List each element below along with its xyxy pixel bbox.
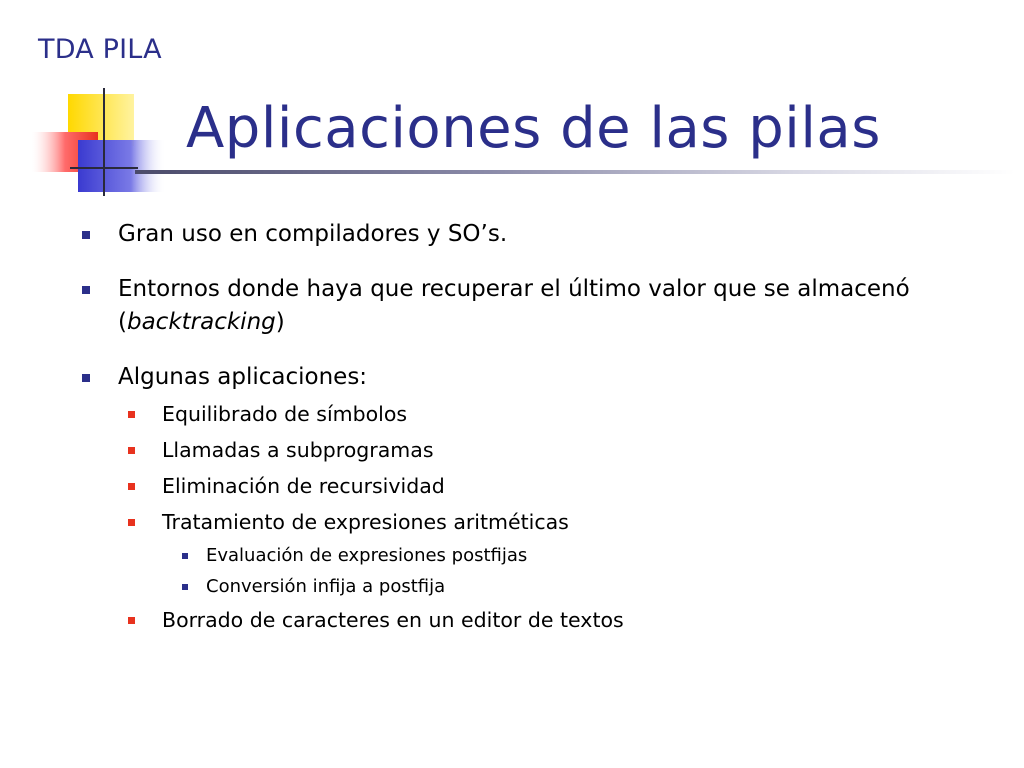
bullet-item-compilers [80, 218, 980, 251]
square-bullet-icon [182, 584, 188, 590]
sub-bullet-item [80, 400, 980, 428]
sub-sub-bullet-text: Conversión infija a postfija [206, 576, 446, 597]
square-bullet-icon [82, 286, 90, 294]
bullet-list [80, 218, 980, 642]
sub-bullet-text: Equilibrado de símbolos [162, 402, 408, 426]
bullet-item-applications [80, 361, 980, 394]
square-bullet-icon [82, 374, 90, 382]
decorative-squares-logo [30, 88, 170, 198]
bullet-item-backtracking [80, 273, 980, 339]
sub-bullet-text: Llamadas a subprogramas [162, 438, 434, 462]
sub-sub-bullet-item [80, 575, 980, 599]
sub-sub-bullet-item [80, 544, 980, 568]
sub-bullet-item [80, 606, 980, 634]
bullet-text: Algunas aplicaciones: [118, 364, 368, 390]
title-underline [135, 170, 1015, 174]
sub-bullet-text: Tratamiento de expresiones aritméticas [162, 510, 569, 534]
square-bullet-icon [128, 519, 135, 526]
bullet-text-after: ) [275, 309, 285, 335]
sub-bullet-item [80, 472, 980, 500]
slide-header-label: TDA PILA [38, 34, 162, 65]
square-bullet-icon [82, 231, 90, 239]
sub-bullet-text: Borrado de caracteres en un editor de textos [162, 608, 624, 632]
slide-title: Aplicaciones de las pilas [186, 96, 881, 161]
square-bullet-icon [182, 553, 188, 559]
sub-sub-bullet-text: Evaluación de expresiones postfijas [206, 545, 528, 566]
sub-bullet-item [80, 508, 980, 536]
sub-bullet-text: Eliminación de recursividad [162, 474, 445, 498]
square-bullet-icon [128, 411, 135, 418]
bullet-text-before: Entornos donde haya que recuperar el último valor que se almacenó ( [118, 276, 910, 335]
bullet-text: Gran uso en compiladores y SO’s. [118, 221, 508, 247]
square-bullet-icon [128, 483, 135, 490]
square-bullet-icon [128, 447, 135, 454]
square-bullet-icon [128, 617, 135, 624]
bullet-text-italic: backtracking [126, 309, 276, 335]
sub-bullet-item [80, 436, 980, 464]
